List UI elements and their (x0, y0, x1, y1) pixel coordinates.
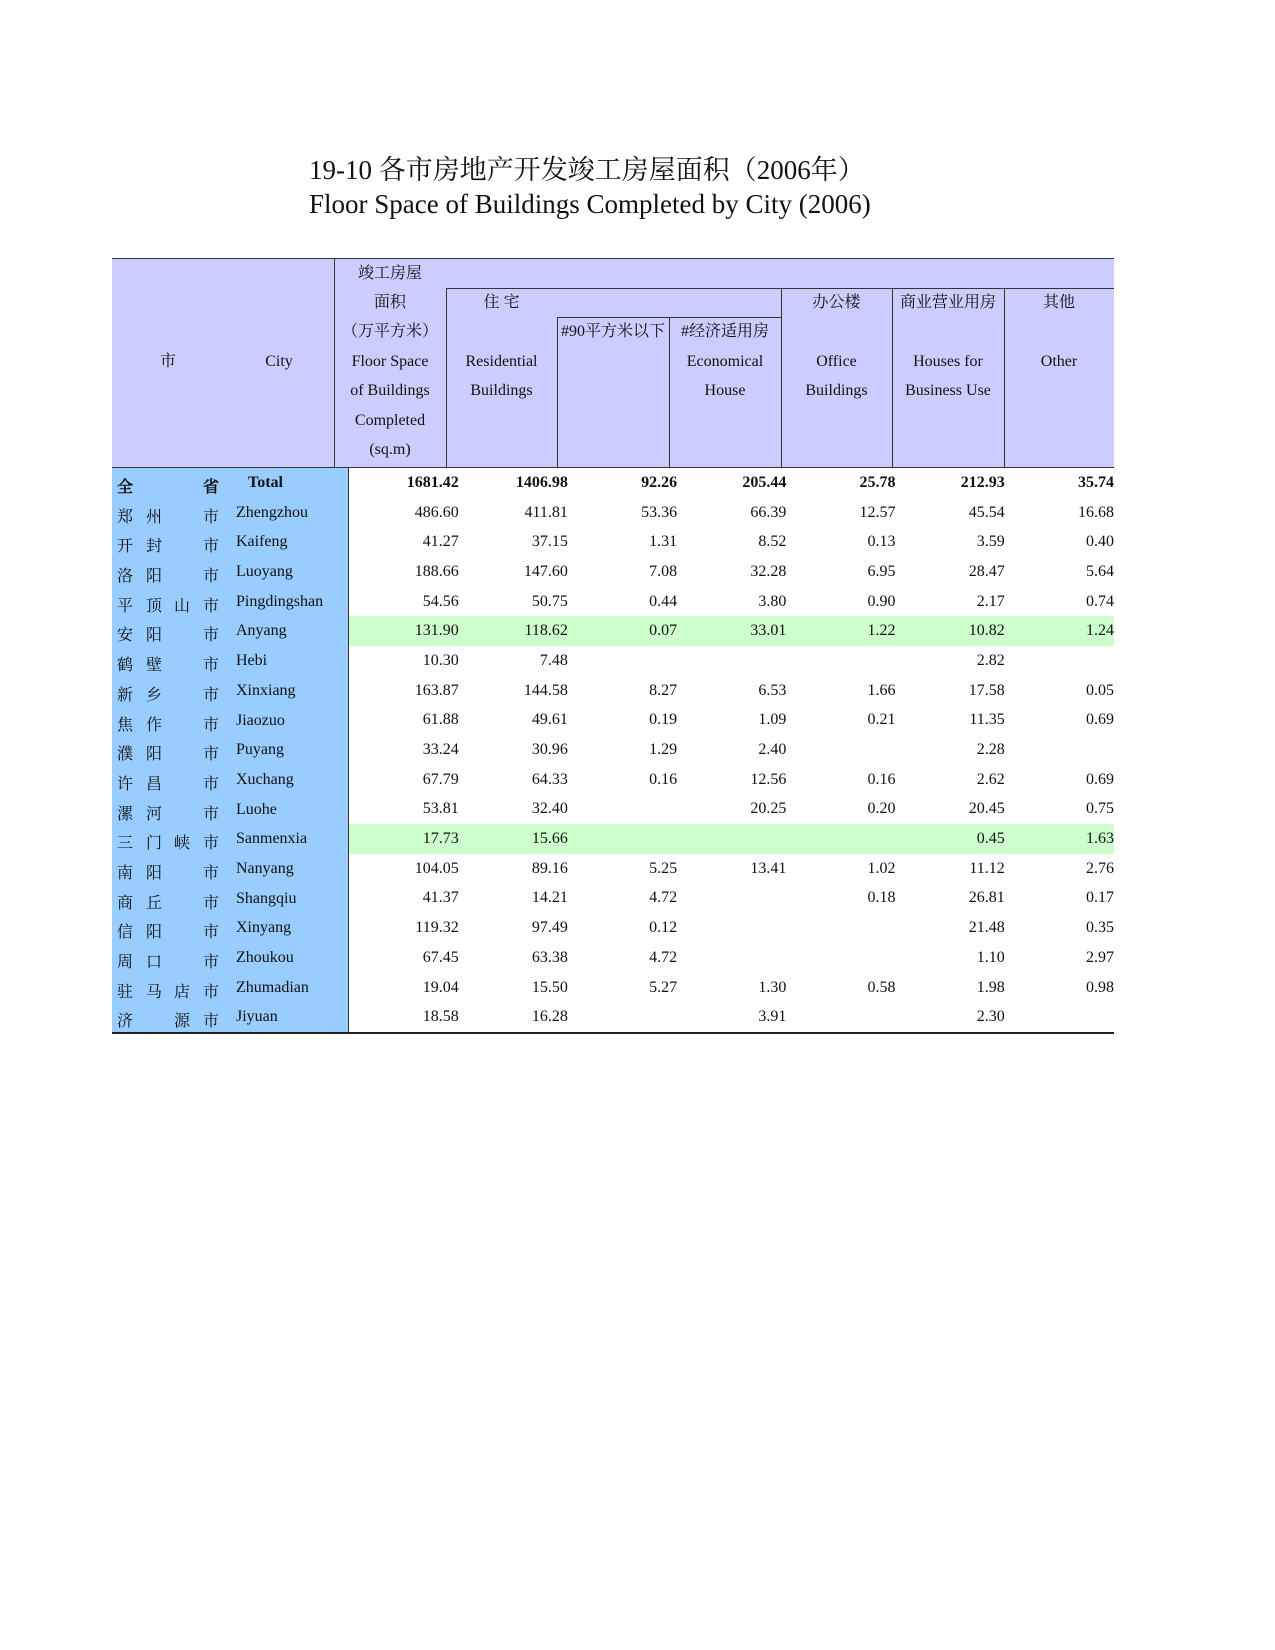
value-cell-economical: 3.80 (758, 592, 787, 610)
city-name-zh-char: 市 (203, 716, 220, 734)
value-cell-under-90: 1.31 (649, 533, 678, 551)
value-cell-residential: 89.16 (531, 859, 568, 877)
value-cell-other: 0.35 (1086, 919, 1114, 937)
city-name-zh-char: 州 (146, 508, 163, 526)
value-cell-floor-space: 10.30 (422, 651, 459, 669)
value-cell-economical: 12.56 (750, 770, 787, 788)
page-title-english: Floor Space of Buildings Completed by City (2006) (309, 189, 871, 219)
table-row (112, 616, 1114, 646)
header-other-en: Other (1040, 353, 1078, 370)
table-row (112, 735, 1114, 765)
value-cell-business: 2.82 (976, 651, 1005, 669)
city-name-en: Jiaozuo (236, 711, 285, 729)
city-name-zh-char: 商 (117, 894, 134, 912)
value-cell-residential: 147.60 (523, 562, 568, 580)
city-name-zh-char: 市 (203, 508, 220, 526)
city-name-en: Luohe (236, 800, 277, 818)
city-name-zh-char: 昌 (146, 775, 163, 793)
city-name-zh-char: 濮 (117, 746, 134, 764)
city-name-zh-char: 阳 (146, 924, 163, 942)
city-name-zh-char: 阳 (146, 864, 163, 882)
city-name-cell (112, 587, 349, 617)
value-cell-office: 0.20 (867, 800, 896, 818)
city-name-zh-char: 河 (146, 805, 163, 823)
value-cell-residential: 16.28 (459, 1002, 568, 1033)
value-cell-business: 2.62 (976, 770, 1005, 788)
value-cell-office (786, 735, 895, 765)
header-residential-en2: Buildings (470, 382, 533, 399)
value-cell-economical (677, 913, 786, 943)
header-floor-space-line4: Floor Space (351, 353, 429, 370)
city-name-cell (112, 706, 349, 736)
value-cell-residential: 32.40 (531, 800, 568, 818)
value-cell-floor-space: 33.24 (422, 741, 459, 759)
value-cell-residential: 7.48 (539, 651, 568, 669)
city-name-zh-char: 封 (146, 538, 163, 556)
city-name-zh-char: 郑 (117, 508, 134, 526)
city-name-zh-char: 全 (117, 479, 134, 496)
city-name-en: Zhengzhou (236, 503, 308, 521)
table-header (112, 258, 1114, 468)
city-name-cell (112, 854, 349, 884)
value-cell-residential: 63.38 (531, 948, 568, 966)
header-business-en1: Houses for (913, 353, 983, 370)
header-floor-space-line2: 面积 (373, 294, 406, 311)
value-cell-office: 1.22 (786, 616, 895, 646)
value-cell-economical: 1.30 (758, 978, 787, 996)
header-floor-space-line7: (sq.m) (369, 441, 411, 458)
value-cell-office: 6.95 (867, 562, 896, 580)
table-row (112, 765, 1114, 795)
table-row (112, 676, 1114, 706)
city-name-cell (112, 765, 349, 795)
value-cell-business: 20.45 (968, 800, 1005, 818)
value-cell-under-90: 0.16 (649, 770, 678, 788)
value-cell-under-90: 92.26 (641, 473, 678, 491)
city-name-zh-char: 市 (203, 924, 220, 942)
value-cell-other: 2.97 (1086, 948, 1114, 966)
value-cell-floor-space: 18.58 (349, 1002, 459, 1033)
header-business-zh: 商业营业用房 (899, 294, 996, 311)
city-name-cell (112, 795, 349, 825)
city-name-zh-char: 市 (203, 983, 220, 1001)
value-cell-other: 0.05 (1086, 681, 1114, 699)
value-cell-business: 1.10 (976, 948, 1005, 966)
city-name-en: Zhumadian (236, 978, 309, 996)
value-cell-other: 0.17 (1086, 889, 1114, 907)
value-cell-residential: 15.66 (459, 824, 568, 854)
header-floor-space-line6: Completed (354, 412, 426, 429)
city-name-zh-char: 三 (117, 835, 134, 853)
value-cell-other: 0.69 (1086, 770, 1114, 788)
value-cell-business: 1.98 (976, 978, 1005, 996)
value-cell-under-90: 7.08 (649, 562, 678, 580)
city-name-zh-char: 济 (117, 1013, 134, 1031)
city-name-zh-char: 市 (203, 746, 220, 764)
value-cell-residential: 144.58 (523, 681, 568, 699)
header-office-en1: Office (816, 353, 857, 370)
city-name-zh-char: 周 (117, 954, 134, 971)
city-name-zh-char: 市 (203, 894, 220, 912)
value-cell-business: 2.17 (976, 592, 1005, 610)
city-name-en: Xinxiang (236, 681, 296, 699)
data-sheet (112, 258, 1114, 1034)
value-cell-office: 0.16 (867, 770, 896, 788)
city-name-zh-char: 口 (146, 954, 163, 971)
value-cell-economical: 33.01 (677, 616, 786, 646)
city-name-zh-char: 鹤 (117, 657, 134, 675)
value-cell-other: 0.40 (1086, 533, 1114, 551)
value-cell-residential: 30.96 (531, 741, 568, 759)
city-name-cell (112, 498, 349, 528)
value-cell-floor-space: 19.04 (422, 978, 459, 996)
value-cell-under-90 (568, 824, 677, 854)
value-cell-floor-space: 486.60 (414, 503, 459, 521)
value-cell-under-90: 5.25 (649, 859, 678, 877)
value-cell-office: 0.58 (867, 978, 896, 996)
city-name-zh-char: 新 (117, 686, 134, 704)
header-floor-space-line3: （万平方米） (341, 323, 438, 340)
city-name-zh-char: 店 (174, 983, 191, 1001)
header-residential-zh: 住 宅 (483, 294, 520, 311)
city-name-cell (112, 646, 349, 676)
value-cell-under-90: 4.72 (649, 948, 678, 966)
table-row (112, 557, 1114, 587)
city-name-zh-char: 乡 (146, 686, 163, 704)
value-cell-floor-space: 54.56 (422, 592, 459, 610)
value-cell-other (1005, 1002, 1114, 1033)
value-cell-economical: 20.25 (750, 800, 787, 818)
value-cell-office: 0.90 (867, 592, 896, 610)
table-row (112, 884, 1114, 914)
city-name-cell (112, 616, 349, 646)
value-cell-other: 16.68 (1078, 503, 1114, 521)
value-cell-business: 11.35 (969, 711, 1005, 729)
city-name-zh-char: 市 (203, 1013, 220, 1031)
city-name-zh-char: 阳 (146, 746, 163, 764)
value-cell-other (1005, 735, 1114, 765)
value-cell-other: 0.69 (1086, 711, 1114, 729)
table-row (112, 854, 1114, 884)
city-name-zh-char: 峡 (174, 835, 191, 853)
value-cell-business: 212.93 (960, 473, 1005, 491)
city-name-cell (112, 943, 349, 973)
city-name-en: Puyang (236, 741, 284, 759)
value-cell-residential: 97.49 (531, 919, 568, 937)
value-cell-other: 1.63 (1005, 824, 1114, 854)
city-name-en: Sanmenxia (236, 830, 308, 848)
city-name-zh-char: 信 (117, 924, 134, 942)
city-name-en: Xinyang (236, 919, 292, 937)
value-cell-under-90: 1.29 (649, 741, 678, 759)
header-floor-space-line1: 竣工房屋 (357, 265, 422, 282)
city-name-zh-char: 阳 (146, 627, 163, 645)
city-name-zh-char: 开 (117, 538, 134, 556)
value-cell-office (786, 913, 895, 943)
city-name-cell (112, 913, 349, 943)
table-row (112, 943, 1114, 973)
table-row (112, 824, 1114, 854)
city-name-zh-char: 市 (203, 568, 220, 586)
value-cell-business: 21.48 (968, 919, 1005, 937)
table-row (112, 646, 1114, 676)
city-name-en: Total (248, 474, 283, 491)
header-other-zh: 其他 (1042, 294, 1075, 311)
value-cell-residential: 15.50 (531, 978, 568, 996)
value-cell-economical: 1.09 (758, 711, 787, 729)
value-cell-under-90: 8.27 (649, 681, 678, 699)
city-name-zh-char: 许 (117, 775, 134, 793)
value-cell-floor-space: 17.73 (349, 824, 459, 854)
value-cell-office (786, 824, 895, 854)
value-cell-floor-space: 67.45 (422, 948, 459, 966)
value-cell-under-90: 0.19 (649, 711, 678, 729)
value-cell-economical (677, 824, 786, 854)
city-name-en: Pingdingshan (236, 592, 324, 610)
value-cell-floor-space: 41.37 (422, 889, 459, 907)
city-name-en: Hebi (236, 652, 268, 670)
value-cell-economical: 3.91 (677, 1002, 786, 1033)
city-name-cell (112, 973, 349, 1003)
city-name-zh-char: 市 (203, 835, 220, 853)
value-cell-economical (677, 646, 786, 676)
city-name-zh-char: 市 (203, 864, 220, 882)
value-cell-business: 2.30 (896, 1002, 1005, 1033)
value-cell-under-90: 53.36 (641, 503, 678, 521)
value-cell-under-90 (568, 1002, 677, 1033)
value-cell-economical: 205.44 (742, 473, 787, 491)
table-row (112, 913, 1114, 943)
value-cell-floor-space: 188.66 (414, 562, 459, 580)
value-cell-under-90: 0.44 (649, 592, 678, 610)
header-economical-zh: #经济适用房 (680, 323, 769, 340)
value-cell-office (786, 646, 895, 676)
value-cell-residential: 50.75 (531, 592, 568, 610)
value-cell-business: 11.12 (969, 859, 1005, 877)
value-cell-economical (677, 884, 786, 914)
city-name-cell (112, 735, 349, 765)
value-cell-office: 1.66 (867, 681, 896, 699)
value-cell-other: 5.64 (1086, 562, 1114, 580)
city-name-zh-char: 源 (174, 1013, 191, 1031)
value-cell-office (786, 943, 895, 973)
data-table (112, 468, 1114, 1034)
header-residential-en1: Residential (465, 353, 538, 370)
city-name-zh-char: 阳 (146, 568, 163, 586)
header-office-en2: Buildings (805, 382, 868, 399)
city-name-cell (112, 468, 349, 498)
page-title-chinese: 19-10 各市房地产开发竣工房屋面积（2006年） (309, 155, 865, 185)
value-cell-economical: 8.52 (758, 533, 787, 551)
value-cell-office (786, 1002, 895, 1033)
city-name-en: Anyang (236, 622, 287, 640)
city-name-en: Zhoukou (236, 949, 294, 966)
city-name-zh-char: 市 (203, 686, 220, 704)
table-row (112, 587, 1114, 617)
value-cell-under-90: 0.12 (649, 919, 678, 937)
city-name-zh-char: 南 (117, 864, 134, 882)
city-name-en: Luoyang (236, 563, 293, 581)
table-row (112, 795, 1114, 825)
header-business-en2: Business Use (905, 382, 991, 399)
city-name-zh-char: 市 (203, 775, 220, 793)
value-cell-other: 35.74 (1078, 473, 1114, 491)
value-cell-residential: 118.62 (459, 616, 568, 646)
value-cell-residential: 1406.98 (515, 473, 568, 491)
header-city-zh: 市 (159, 353, 176, 370)
city-name-zh-char: 山 (174, 597, 191, 615)
value-cell-economical: 32.28 (750, 562, 787, 580)
city-name-zh-char: 顶 (146, 597, 163, 615)
city-name-zh-char: 市 (203, 657, 220, 675)
city-name-en: Kaifeng (236, 533, 288, 551)
city-name-zh-char: 门 (146, 835, 163, 853)
value-cell-residential: 37.15 (531, 533, 568, 551)
value-cell-business: 10.82 (896, 616, 1005, 646)
value-cell-residential: 49.61 (531, 711, 568, 729)
city-name-zh-char: 丘 (146, 894, 163, 912)
city-name-cell (112, 676, 349, 706)
value-cell-other: 2.76 (1086, 859, 1114, 877)
city-name-zh-char: 市 (203, 627, 220, 645)
value-cell-economical: 66.39 (750, 503, 787, 521)
value-cell-other: 0.75 (1086, 800, 1114, 818)
value-cell-residential: 64.33 (531, 770, 568, 788)
value-cell-floor-space: 67.79 (422, 770, 459, 788)
table-row (112, 468, 1114, 498)
value-cell-economical: 13.41 (750, 859, 787, 877)
value-cell-business: 26.81 (968, 889, 1005, 907)
value-cell-office: 1.02 (867, 859, 896, 877)
table-row (112, 527, 1114, 557)
table-row (112, 973, 1114, 1003)
value-cell-under-90 (568, 795, 677, 825)
header-floor-space-line5: of Buildings (350, 382, 430, 399)
table-row (112, 1002, 1114, 1033)
value-cell-under-90: 5.27 (649, 978, 678, 996)
value-cell-business: 17.58 (968, 681, 1005, 699)
city-name-en: Xuchang (236, 770, 294, 788)
value-cell-floor-space: 61.88 (422, 711, 459, 729)
city-name-cell (112, 884, 349, 914)
city-name-zh-char: 马 (146, 983, 163, 1001)
city-name-zh-char: 漯 (117, 805, 134, 823)
city-name-en: Nanyang (236, 859, 294, 877)
header-office-zh: 办公楼 (812, 294, 861, 311)
header-city-en: City (265, 353, 293, 370)
city-name-zh-char: 市 (203, 805, 220, 823)
header-under-90: #90平方米以下 (560, 323, 665, 340)
city-name-zh-char: 驻 (117, 983, 134, 1001)
value-cell-business: 0.45 (896, 824, 1005, 854)
value-cell-office: 25.78 (859, 473, 896, 491)
value-cell-office: 12.57 (859, 503, 896, 521)
city-name-cell (112, 824, 349, 854)
city-name-zh-char: 市 (203, 538, 220, 556)
value-cell-residential: 14.21 (531, 889, 568, 907)
value-cell-other (1005, 646, 1114, 676)
value-cell-floor-space: 41.27 (422, 533, 459, 551)
value-cell-floor-space: 119.32 (415, 919, 459, 937)
value-cell-under-90: 0.07 (568, 616, 677, 646)
value-cell-other: 0.74 (1086, 592, 1114, 610)
city-name-cell (112, 527, 349, 557)
value-cell-floor-space: 1681.42 (406, 473, 459, 491)
value-cell-office: 0.18 (867, 889, 896, 907)
value-cell-office: 0.13 (867, 533, 896, 551)
value-cell-floor-space: 104.05 (414, 859, 459, 877)
city-name-cell (112, 1002, 349, 1033)
value-cell-economical: 2.40 (758, 741, 787, 759)
city-name-zh-char: 洛 (117, 568, 134, 586)
value-cell-floor-space: 53.81 (422, 800, 459, 818)
city-name-zh-char: 作 (146, 716, 163, 734)
value-cell-office: 0.21 (867, 711, 896, 729)
value-cell-residential: 411.81 (524, 503, 568, 521)
city-name-zh-char: 壁 (146, 657, 163, 675)
header-economical-en1: Economical (686, 353, 764, 370)
value-cell-other: 1.24 (1005, 616, 1114, 646)
value-cell-floor-space: 131.90 (349, 616, 459, 646)
value-cell-business: 45.54 (968, 503, 1005, 521)
value-cell-under-90 (568, 646, 677, 676)
value-cell-economical (677, 943, 786, 973)
city-name-zh-char: 平 (117, 597, 134, 615)
value-cell-economical: 6.53 (758, 681, 787, 699)
table-row (112, 498, 1114, 528)
city-name-zh-char: 市 (203, 954, 220, 971)
city-name-en: Jiyuan (236, 1008, 278, 1026)
value-cell-other: 0.98 (1086, 978, 1114, 996)
city-name-zh-char: 安 (117, 627, 134, 645)
city-name-zh-char: 省 (203, 479, 220, 496)
header-economical-en2: House (704, 382, 746, 399)
value-cell-business: 2.28 (976, 741, 1005, 759)
value-cell-floor-space: 163.87 (414, 681, 459, 699)
value-cell-business: 28.47 (968, 562, 1005, 580)
city-name-zh-char: 焦 (117, 716, 134, 734)
value-cell-business: 3.59 (976, 533, 1005, 551)
table-row (112, 706, 1114, 736)
city-name-cell (112, 557, 349, 587)
value-cell-under-90: 4.72 (649, 889, 678, 907)
city-name-en: Shangqiu (236, 889, 297, 907)
city-name-zh-char: 市 (203, 597, 220, 615)
